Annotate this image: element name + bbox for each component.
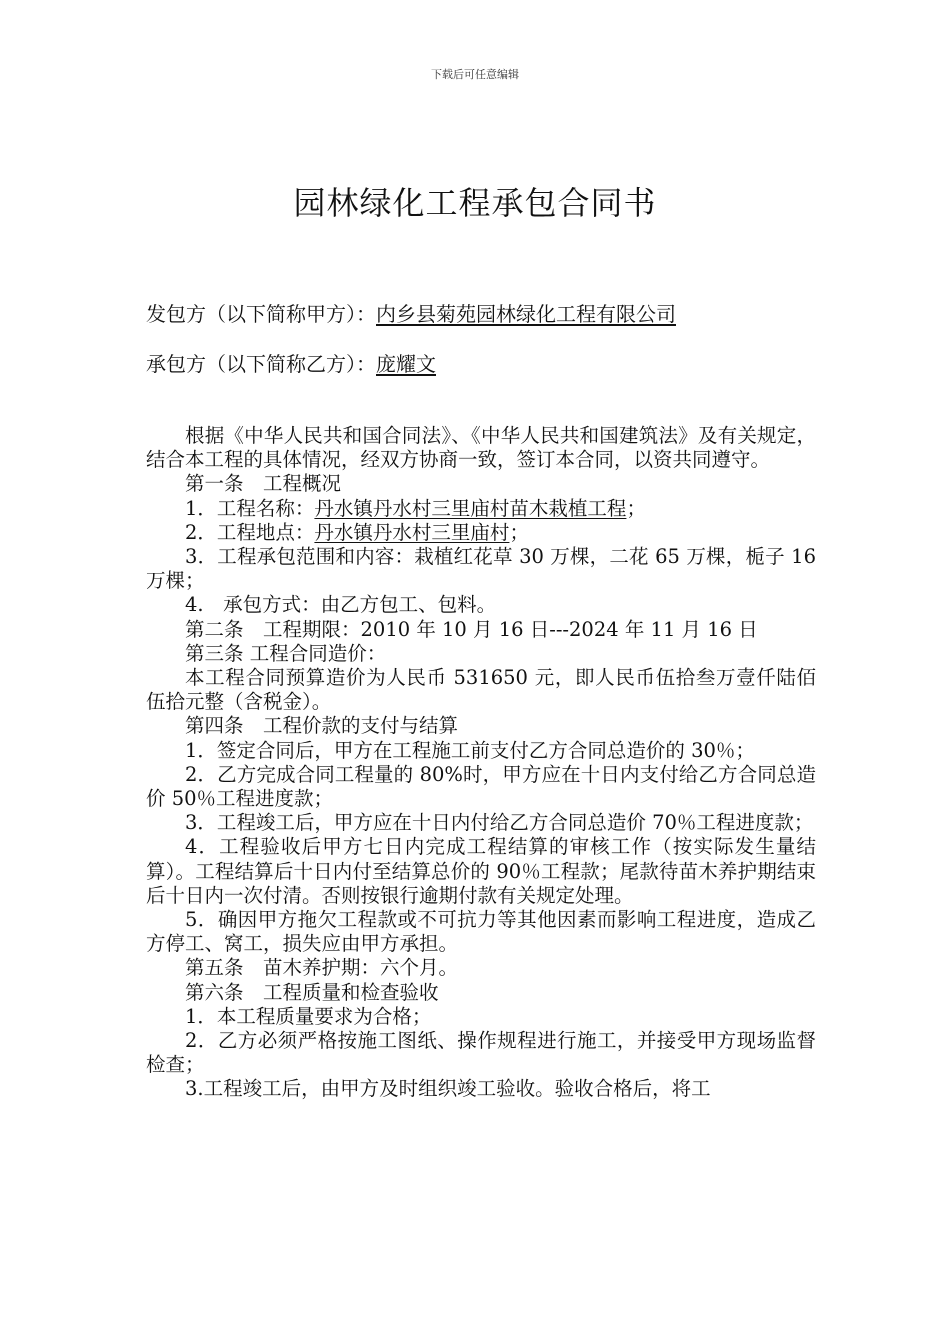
party-a-name: 内乡县菊苑园林绿化工程有限公司 — [376, 302, 676, 326]
quality-clause-1: 1．本工程质量要求为合格； — [185, 1004, 432, 1028]
party-b-line — [146, 348, 436, 377]
document-title: 园林绿化工程承包合同书 — [293, 184, 657, 222]
contract-price-paragraph: 本工程合同预算造价为人民币 531650 元，即人民币伍拾叁万壹仟陆佰伍拾元整（含税金）。 — [146, 666, 816, 714]
article-3-heading: 第三条 工程合同造价： — [185, 641, 387, 665]
header-note: 下载后可任意编辑 — [431, 68, 519, 81]
project-name-label: 1．工程名称： — [185, 496, 315, 520]
payment-clause-2: 2．乙方完成合同工程量的 80%时，甲方应在十日内支付给乙方合同总造价 50％工程进度款； — [146, 762, 816, 811]
intro-paragraph: 根据《中华人民共和国合同法》、《中华人民共和国建筑法》及有关规定，结合本工程的具体情况，经双方协商一致，签订本合同，以资共同遵守。 — [146, 424, 816, 472]
article-1-heading: 第一条 工程概况 — [185, 472, 342, 496]
payment-clause-1: 1．签定合同后，甲方在工程施工前支付乙方合同总造价的 30％； — [185, 738, 755, 762]
contract-method-line: 4. 承包方式：由乙方包工、包料。 — [185, 593, 497, 617]
article-4-heading: 第四条 工程价款的支付与结算 — [185, 714, 459, 738]
party-b-name: 庞耀文 — [376, 352, 436, 376]
party-a-line — [146, 298, 676, 327]
article-2-line: 第二条 工程期限：2010 年 10 月 16 日---2024 年 11 月 16 日 — [185, 617, 758, 641]
project-name-value: 丹水镇丹水村三里庙村苗木栽植工程 — [314, 496, 627, 520]
party-b-label: 承包方（以下简称乙方）： — [146, 352, 376, 376]
project-location-value: 丹水镇丹水村三里庙村 — [314, 520, 510, 544]
project-name-line — [146, 497, 816, 521]
project-location-line — [146, 521, 816, 545]
party-a-label: 发包方（以下简称甲方）： — [146, 302, 376, 326]
payment-clause-5: 5．确因甲方拖欠工程款或不可抗力等其他因素而影响工程进度，造成乙方停工、窝工，损失应由甲方承担。 — [146, 908, 816, 956]
article-6-heading: 第六条 工程质量和检查验收 — [185, 980, 439, 1004]
payment-clause-4: 4．工程验收后甲方七日内完成工程结算的审核工作（按实际发生量结算）。工程结算后十日内付至结算总价的 90％工程款；尾款待苗木养护期结束后十日内一次付清。否则按银行逾期付款有关规定处理。 — [146, 835, 816, 907]
contract-body — [146, 424, 816, 1102]
project-scope-line: 3．工程承包范围和内容：栽植红花草 30 万棵，二花 65 万棵，栀子 16 万棵； — [146, 545, 816, 593]
quality-clause-3: 3.工程竣工后，由甲方及时组织竣工验收。验收合格后，将工 — [185, 1077, 711, 1101]
project-location-label: 2．工程地点： — [185, 520, 315, 544]
project-name-end: ； — [626, 496, 646, 520]
quality-clause-2: 2．乙方必须严格按施工图纸、操作规程进行施工，并接受甲方现场监督检查； — [146, 1029, 816, 1077]
project-location-end: ； — [509, 520, 529, 544]
payment-clause-3: 3．工程竣工后，甲方应在十日内付给乙方合同总造价 70％工程进度款； — [185, 811, 814, 835]
article-5-line: 第五条 苗木养护期：六个月。 — [185, 956, 459, 980]
